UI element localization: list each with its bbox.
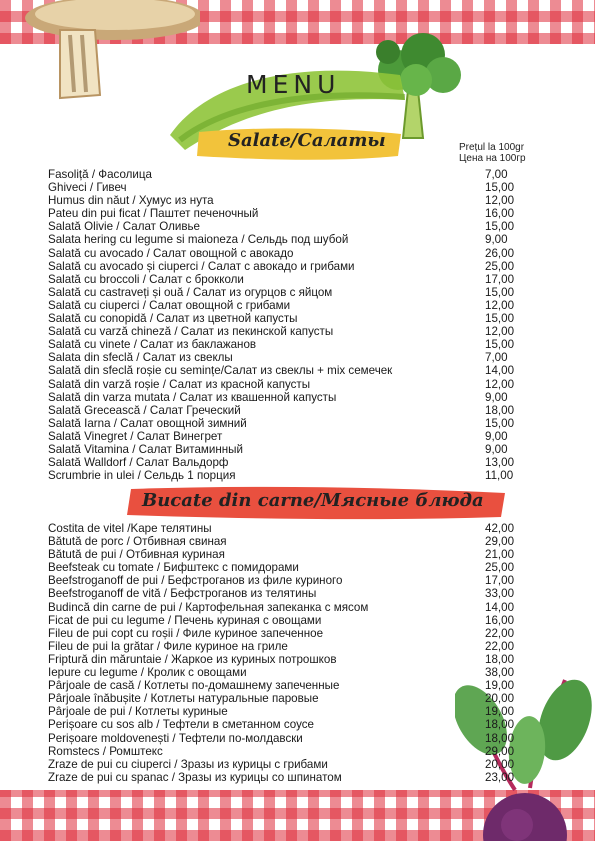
menu-item-name: Zraze de pui cu spanac / Зразы из курицы со шпинатом — [48, 770, 342, 784]
menu-item — [48, 456, 528, 469]
menu-item-price: 9,00 — [485, 390, 508, 404]
menu-item-name: Pârjoale de casă / Котлеты по-домашнему запеченные — [48, 679, 340, 693]
menu-item-name: Beefsteak cu tomate / Бифштекс с помидорами — [48, 561, 299, 575]
menu-item-price: 7,00 — [485, 351, 508, 365]
menu-item — [48, 640, 528, 653]
menu-item-price: 15,00 — [485, 312, 515, 326]
menu-item-name: Salata hering cu legume si maioneza / Сельдь под шубой — [48, 233, 349, 247]
menu-item-price: 33,00 — [485, 587, 515, 601]
menu-item — [48, 548, 528, 561]
menu-item — [48, 220, 528, 233]
menu-item — [48, 378, 528, 391]
price-label-ru: Цена на 100гр — [459, 153, 526, 164]
menu-item — [48, 325, 528, 338]
menu-item — [48, 207, 528, 220]
menu-item-name: Friptură din măruntaie / Жаркое из куриных потрошков — [48, 652, 337, 666]
menu-item-name: Salată cu vinete / Салат из баклажанов — [48, 338, 257, 352]
menu-item — [48, 299, 528, 312]
menu-item-price: 29,00 — [485, 744, 515, 758]
menu-item-name: Salată cu avocado / Салат овощной с авокадо — [48, 246, 294, 260]
menu-item-price: 16,00 — [485, 613, 515, 627]
menu-item-price: 13,00 — [485, 456, 515, 470]
menu-item-name: Salată Vinegret / Салат Винегрет — [48, 429, 223, 443]
menu-item — [48, 679, 528, 692]
menu-item — [48, 391, 528, 404]
menu-item — [48, 745, 528, 758]
menu-item-name: Scrumbrie in ulei / Сельдь 1 порция — [48, 469, 236, 483]
menu-item-price: 18,00 — [485, 718, 515, 732]
menu-item-price: 16,00 — [485, 207, 515, 221]
menu-item-price: 17,00 — [485, 574, 515, 588]
menu-item-name: Romstecs / Ромштекс — [48, 744, 163, 758]
menu-item-name: Fileu de pui la grătar / Филе куриное на гриле — [48, 639, 288, 653]
menu-item-price: 38,00 — [485, 666, 515, 680]
menu-item — [48, 614, 528, 627]
menu-item — [48, 692, 528, 705]
menu-item-price: 21,00 — [485, 548, 515, 562]
menu-item-name: Salată din sfeclă roșie cu semințe/Салат из свеклы + mix семечек — [48, 364, 393, 378]
menu-item — [48, 469, 528, 482]
menu-item-price: 20,00 — [485, 692, 515, 706]
menu-item-name: Perișoare cu sos alb / Тефтели в сметанном соусе — [48, 718, 315, 732]
menu-item-name: Salată Grecească / Салат Греческий — [48, 403, 241, 417]
menu-item — [48, 601, 528, 614]
menu-item — [48, 535, 528, 548]
menu-item — [48, 247, 528, 260]
menu-item — [48, 732, 528, 745]
menu-item — [48, 168, 528, 181]
menu-item-name: Beefstroganoff de vită / Бефстроганов из телятины — [48, 587, 317, 601]
menu-item-name: Salată Olivie / Салат Оливье — [48, 220, 200, 234]
salads-list — [48, 168, 528, 482]
menu-item — [48, 338, 528, 351]
menu-item — [48, 312, 528, 325]
menu-item-name: Beefstroganoff de pui / Бефстроганов из филе куриного — [48, 574, 343, 588]
menu-item-name: Humus din năut / Хумус из нута — [48, 194, 214, 208]
menu-item — [48, 653, 528, 666]
menu-item-price: 12,00 — [485, 298, 515, 312]
menu-item-price: 26,00 — [485, 246, 515, 260]
menu-item-price: 18,00 — [485, 731, 515, 745]
menu-item-price: 9,00 — [485, 429, 508, 443]
menu-item-name: Bătută de porc / Отбивная свиная — [48, 535, 227, 549]
menu-item — [48, 417, 528, 430]
menu-item-name: Pârjoale înăbușite / Котлеты натуральные паровые — [48, 692, 319, 706]
menu-item — [48, 181, 528, 194]
menu-item-name: Budincă din carne de pui / Картофельная запеканка с мясом — [48, 600, 369, 614]
menu-item-name: Ghiveci / Гивеч — [48, 181, 127, 195]
section-title-meat: Bucate din carne/Мясные блюда — [142, 490, 484, 511]
menu-item — [48, 404, 528, 417]
menu-item — [48, 273, 528, 286]
menu-item — [48, 627, 528, 640]
menu-item — [48, 286, 528, 299]
menu-item-name: Costita de vitel /Kаре телятины — [48, 522, 212, 535]
menu-item-price: 15,00 — [485, 181, 515, 195]
menu-item-price: 29,00 — [485, 535, 515, 549]
menu-item — [48, 443, 528, 456]
menu-item-price: 25,00 — [485, 561, 515, 575]
menu-item-price: 9,00 — [485, 442, 508, 456]
menu-item — [48, 233, 528, 246]
menu-item-price: 12,00 — [485, 194, 515, 208]
menu-item — [48, 260, 528, 273]
menu-item-name: Salata din sfeclă / Салат из свеклы — [48, 351, 233, 365]
menu-item-price: 19,00 — [485, 705, 515, 719]
menu-item-name: Salată din varza mutata / Салат из квашенной капусты — [48, 390, 337, 404]
menu-item-price: 15,00 — [485, 220, 515, 234]
menu-item-name: Pârjoale de pui / Котлеты куриные — [48, 705, 228, 719]
menu-item — [48, 587, 528, 600]
menu-item — [48, 758, 528, 771]
menu-item-name: Fasoliță / Фасолица — [48, 168, 152, 181]
menu-item-price: 18,00 — [485, 652, 515, 666]
menu-item — [48, 718, 528, 731]
menu-item-price: 22,00 — [485, 626, 515, 640]
menu-item-name: Fileu de pui copt cu roșii / Филе куриное запеченное — [48, 626, 324, 640]
price-label-ro: Prețul la 100gr — [459, 142, 525, 153]
menu-item-price: 15,00 — [485, 416, 515, 430]
menu-item-price: 12,00 — [485, 325, 515, 339]
menu-item-price: 15,00 — [485, 285, 515, 299]
section-title-salads: Salate/Салаты — [228, 130, 386, 151]
menu-item-price: 12,00 — [485, 377, 515, 391]
menu-item-price: 7,00 — [485, 168, 508, 181]
menu-item-name: Bătută de pui / Отбивная куриная — [48, 548, 225, 562]
menu-item-name: Salată Iarna / Салат овощной зимний — [48, 416, 247, 430]
menu-item — [48, 771, 528, 784]
menu-item — [48, 705, 528, 718]
menu-item-name: Salată cu avocado și ciuperci / Салат с авокадо и грибами — [48, 259, 355, 273]
menu-item-price: 23,00 — [485, 770, 515, 784]
menu-item-name: Ficat de pui cu legume / Печень куриная с овощами — [48, 613, 322, 627]
menu-item-name: Zraze de pui cu ciuperci / Зразы из курицы с грибами — [48, 757, 328, 771]
menu-item-price: 18,00 — [485, 403, 515, 417]
menu-item — [48, 351, 528, 364]
menu-item-price: 42,00 — [485, 522, 515, 535]
menu-title: MENU — [246, 70, 341, 99]
menu-item-name: Salată cu varză chineză / Салат из пекинской капусты — [48, 325, 334, 339]
menu-item-name: Pateu din pui ficat / Паштет печеночный — [48, 207, 259, 221]
menu-item-price: 14,00 — [485, 600, 515, 614]
menu-item — [48, 574, 528, 587]
menu-item-name: Salată cu castraveți și ouă / Салат из огурцов с яйцом — [48, 285, 333, 299]
menu-item-name: Perișoare moldovenești / Тефтели по-молдавски — [48, 731, 303, 745]
menu-item-name: Salată cu broccoli / Салат с брокколи — [48, 272, 244, 286]
menu-item — [48, 364, 528, 377]
menu-item-price: 20,00 — [485, 757, 515, 771]
menu-item-price: 19,00 — [485, 679, 515, 693]
menu-item-price: 17,00 — [485, 272, 515, 286]
menu-item-price: 25,00 — [485, 259, 515, 273]
menu-item-name: Salată din varză roșie / Салат из красной капусты — [48, 377, 311, 391]
menu-item-price: 22,00 — [485, 639, 515, 653]
menu-item-price: 11,00 — [485, 469, 514, 483]
menu-item-price: 9,00 — [485, 233, 508, 247]
menu-item — [48, 561, 528, 574]
meat-dishes-list — [48, 522, 528, 784]
menu-item-name: Salată cu ciuperci / Салат овощной с грибами — [48, 298, 291, 312]
menu-item — [48, 666, 528, 679]
menu-item — [48, 522, 528, 535]
menu-item-price: 14,00 — [485, 364, 515, 378]
menu-item — [48, 430, 528, 443]
menu-item-name: Salată Vitamina / Салат Витаминный — [48, 442, 243, 456]
menu-item-name: Iepure cu legume / Кролик с овощами — [48, 666, 247, 680]
menu-item-price: 15,00 — [485, 338, 515, 352]
menu-item-name: Salată Walldorf / Салат Вальдорф — [48, 456, 229, 470]
menu-item — [48, 194, 528, 207]
menu-item-name: Salată cu conopidă / Салат из цветной капусты — [48, 312, 298, 326]
